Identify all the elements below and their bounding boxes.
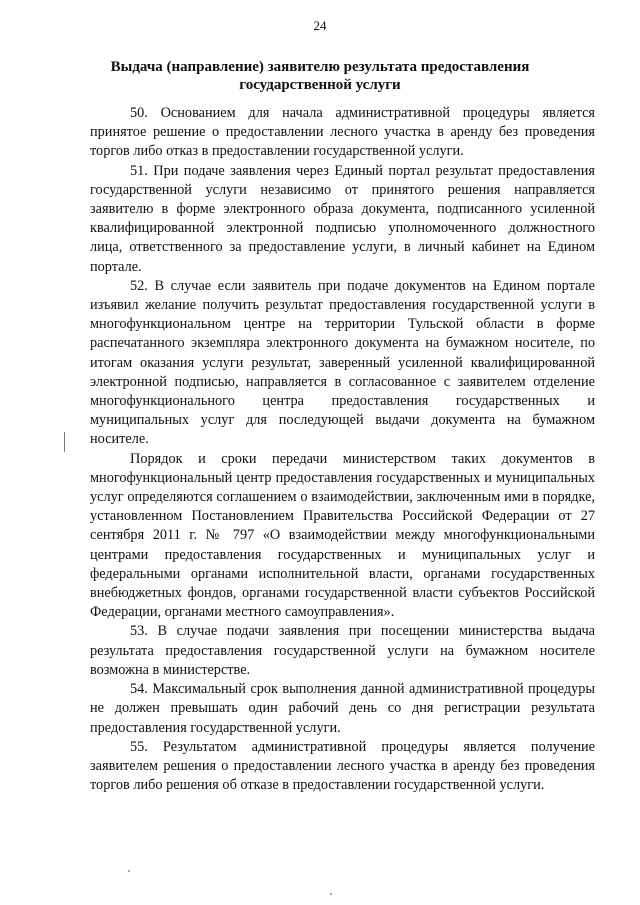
paragraph-55: 55. Результатом административной процедуры является получение заявителем решения о предоставлении лесного участка в аренду без проведения торгов либо решения об отказе в предоставлении государственной услуги. (90, 738, 595, 794)
paragraph-54: 54. Максимальный срок выполнения данной административной процедуры не должен превышать один рабочий день со дня регистрации результата предоставления государственной услуги. (90, 681, 595, 736)
paragraph-53: 53. В случае подачи заявления при посещении министерства выдача результата предоставления государственной услуги на бумажном носителе возможна в министерстве. (90, 623, 595, 678)
page-number: 24 (313, 18, 327, 33)
scan-speck (330, 893, 332, 895)
document-body (90, 104, 595, 795)
paragraph-50: 50. Основанием для начала административной процедуры является принятое решение о предоставлении лесного участка в аренду без проведения торгов либо отказ в предоставлении государственной услуги. (90, 105, 595, 160)
paragraph-order-and-terms: Порядок и сроки передачи министерством таких документов в многофункциональный центр предоставления государственных и муниципальных услуг определяются соглашением о взаимодействии, заключенным ими в порядке, установленном Постановлением Правительства Российской Федерации от 27 сентября 2011 г. № 797 «О взаимодействии между многофункциональными центрами предоставления государственных и муниципальных услуг и федеральными органами исполнительной власти, органами государственных внебюджетных фондов, органами государственной власти субъектов Российской Федерации, органами местного самоуправления». (90, 450, 595, 621)
section-heading: Выдача (направление) заявителю результата предоставления государственной услуги (110, 59, 530, 93)
paragraph-52: 52. В случае если заявитель при подаче документов на Едином портале изъявил желание получить результат предоставления государственной услуги в многофункциональном центре на территории Тульской области в форме распечатанного экземпляра электронного документа на бумажном носителе, по итогам оказания услуги результат, заверенный усиленной квалифицированной электронной подписью, направляется в согласованное с заявителем отделение многофункционального центра предоставления государственных и муниципальных услуг для последующей выдачи документа на бумажном носителе. (90, 277, 595, 448)
scan-margin-mark (64, 432, 65, 452)
scan-speck (128, 870, 130, 872)
paragraph-51: 51. При подаче заявления через Единый портал результат предоставления государственной услуги независимо от принятого решения направляется заявителю в форме электронного образа документа, подписанного усиленной квалифицированной электронной подписью уполномоченного должностного лица, ответственного за предоставление услуги, в личный кабинет на Едином портале. (90, 162, 595, 275)
